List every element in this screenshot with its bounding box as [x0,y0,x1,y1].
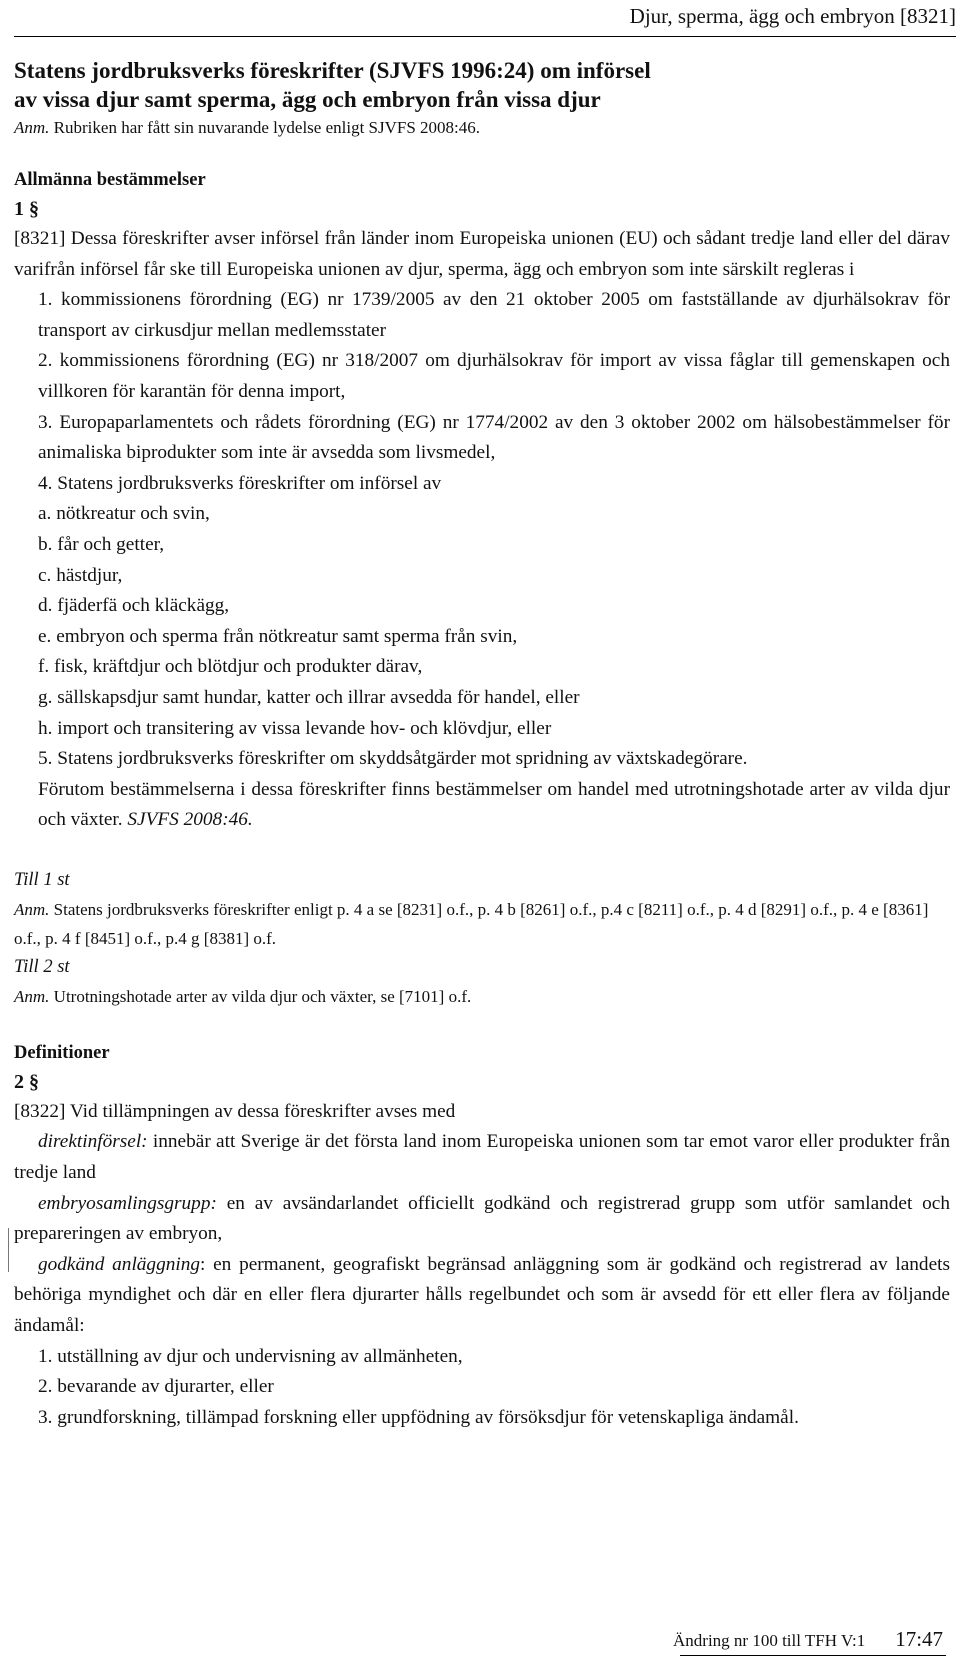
page-footer [673,1627,943,1652]
footer-rule [680,1655,946,1656]
list-item: 3. Europaparlamentets och rådets förordning (EG) nr 1774/2002 av den 3 oktober 2002 om hälsobestämmelser för animaliska biprodukter som inte är avsedda som livsmedel, [38,411,950,464]
anm-text: Rubriken har fått sin nuvarande lydelse enligt SJVFS 2008:46. [49,118,481,137]
definition-embryosamlingsgrupp [14,1189,950,1250]
list-item: 1. utställning av djur och undervisning av allmänheten, [38,1345,463,1367]
list-item: 5. Statens jordbruksverks föreskrifter om skyddsåtgärder mot spridning av växtskadegörare. [38,748,748,770]
sub-item: b. får och getter, [38,533,165,555]
running-head: Djur, sperma, ägg och embryon [8321] [629,4,956,28]
anm-label: Anm. [14,986,50,1006]
definition-godkand-anlaggning [14,1250,950,1342]
definition-term: embryosamlingsgrupp: [38,1192,217,1214]
amendment-label: Ändring nr 100 till TFH V:1 [673,1631,866,1650]
definition-text: en av avsändarlandet officiellt godkänd och registrerad grupp som utför samlandet och prepareringen av embryon, [14,1192,950,1245]
closing-text: Förutom bestämmelserna i dessa föreskrifter finns bestämmelser om handel med utrotningshotade arter av vilda djur och växter. [38,778,950,831]
definition-text: : en permanent, geografiskt begränsad anläggning som är godkänd och registrerad av landets behöriga myndighet och där en eller flera djurarter hålls regelbundet och som är avsedd för ett eller flera av följande ändamål: [14,1253,950,1337]
definition-direktinforsel [14,1127,950,1188]
sub-item: g. sällskapsdjur samt hundar, katter och illrar avsedda för handel, eller [38,686,580,708]
note-till-2 [14,982,950,1011]
sub-item: d. fjäderfä och kläckägg, [38,595,230,617]
list-item: 1. kommissionens förordning (EG) nr 1739/2005 av den 21 oktober 2005 om fastställande av djurhälsokrav för transport av cirkusdjur mellan medlemsstater [38,289,950,341]
sub-item: c. hästdjur, [38,564,123,586]
note-till-1 [14,895,950,953]
section-heading-definitions: Definitioner [14,1042,110,1063]
sub-item: f. fisk, kräftdjur och blötdjur och produkter därav, [38,656,423,678]
sub-item: e. embryon och sperma från nötkreatur samt sperma från svin, [38,625,518,647]
paragraph-number-1: 1 § [14,198,39,220]
list-item: 3. grundforskning, tillämpad forskning eller uppfödning av försöksdjur för vetenskapliga ändamål. [38,1406,799,1428]
anm-label: Anm. [14,899,50,919]
list-item: 4. Statens jordbruksverks föreskrifter om införsel av [38,472,442,494]
sub-item: a. nötkreatur och svin, [38,503,210,525]
sub-item: h. import och transitering av vissa levande hov- och klövdjur, eller [38,717,552,739]
margin-change-bar [8,1228,9,1272]
definition-text: innebär att Sverige är det första land inom Europeiska unionen som tar emot varor eller produkter från tredje land [14,1131,950,1184]
paragraph-1-closing [14,775,950,836]
note-heading-till-2: Till 2 st [14,956,70,977]
definition-term: direktinförsel: [38,1131,148,1153]
definition-term: godkänd anläggning [38,1253,200,1275]
header-rule [14,36,956,37]
note-text: Statens jordbruksverks föreskrifter enligt p. 4 a se [8231] o.f., p. 4 b [8261] o.f., p.4 c [8211] o.f., p. 4 d [8291] o.f., p. 4 e [8361] o.f., p. 4 f [8451] o.f., p.4 g [8381] o.f. [14,899,929,948]
note-text: Utrotningshotade arter av vilda djur och växter, se [7101] o.f. [49,986,472,1006]
section-heading-general: Allmänna bestämmelser [14,170,206,190]
paragraph-1-text: [8321] Dessa föreskrifter avser införsel från länder inom Europeiska unionen (EU) och sådant tredje land eller del därav varifrån införsel får ske till Europeiska unionen av djur, sperma, ägg och embryon som inte särskilt regleras i [14,228,950,280]
source-reference: SJVFS 2008:46. [122,809,253,831]
doc-title-line-1: Statens jordbruksverks föreskrifter (SJVFS 1996:24) om införsel [14,58,651,83]
list-item: 2. bevarande av djurarter, eller [38,1376,274,1398]
anm-label: Anm. [14,118,50,137]
doc-title-line-2: av vissa djur samt sperma, ägg och embryon från vissa djur [14,87,601,112]
page-number: 17:47 [895,1627,944,1651]
title-note [14,114,950,142]
paragraph-number-2: 2 § [14,1070,39,1093]
list-item: 2. kommissionens förordning (EG) nr 318/2007 om djurhälsokrav för import av vissa fåglar till gemenskapen och villkoren för karantän för denna import, [38,350,950,402]
note-heading-till-1: Till 1 st [14,869,70,890]
document-body [14,56,950,1433]
paragraph-2-intro: [8322] Vid tillämpningen av dessa föreskrifter avses med [14,1100,456,1122]
